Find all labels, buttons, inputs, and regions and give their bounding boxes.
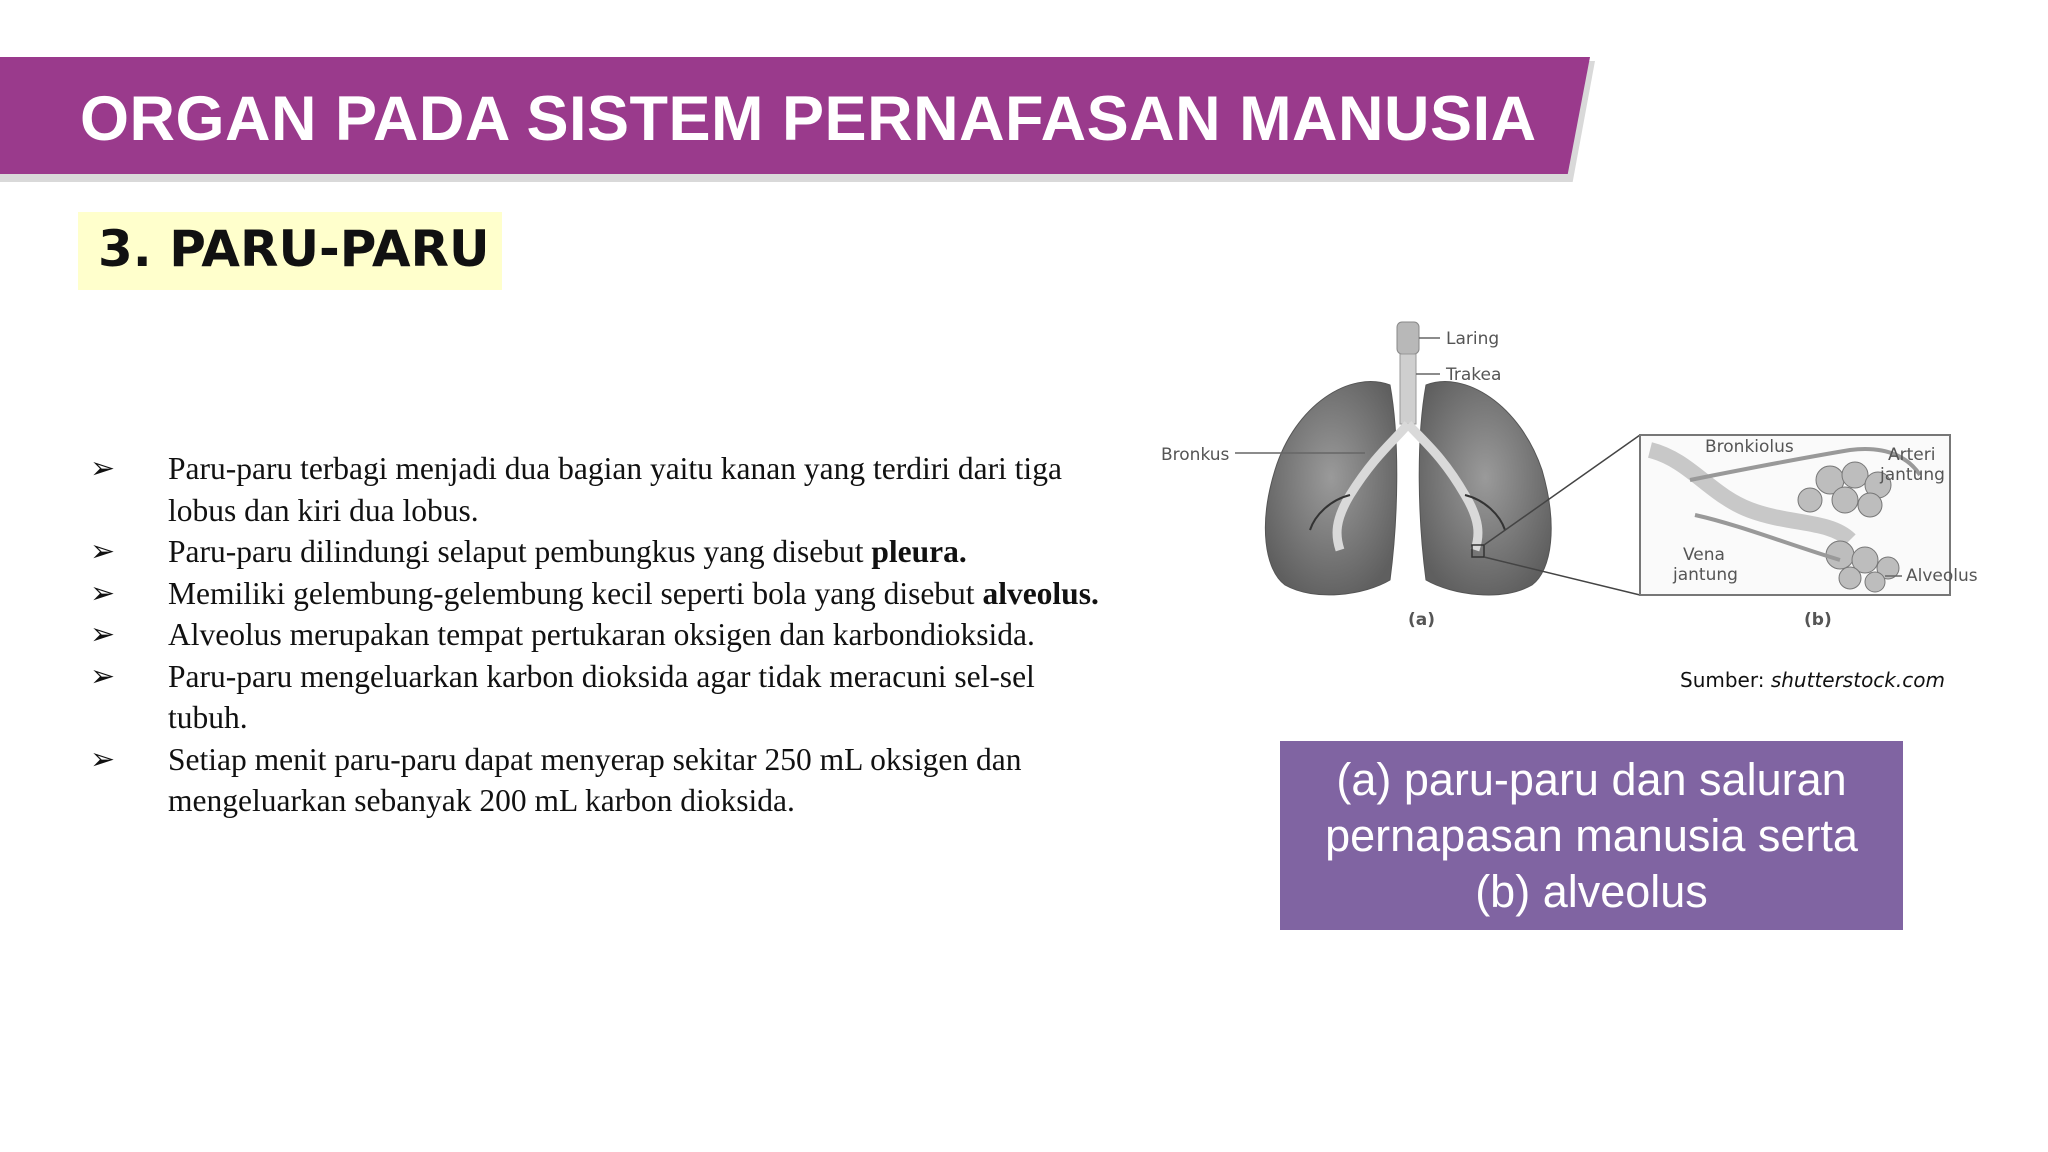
- arrowhead-bullet-icon: ➢: [90, 575, 116, 611]
- label-part-b: (b): [1804, 610, 1832, 630]
- arrowhead-bullet-icon: ➢: [90, 741, 116, 777]
- label-alveolus: Alveolus: [1906, 566, 1978, 586]
- list-item: [88, 656, 1108, 739]
- label-bronkus: Bronkus: [1161, 445, 1230, 465]
- arrowhead-bullet-icon: ➢: [90, 617, 116, 652]
- figure-caption-box: [1280, 741, 1903, 930]
- bullet-text: Setiap menit paru-paru dapat menyerap sekitar 250 mL oksigen dan mengeluarkan sebanyak 200 mL karbon dioksida.: [168, 741, 1022, 818]
- image-source-credit: [1680, 668, 1945, 692]
- bullet-text: Memiliki gelembung-gelembung kecil seperti bola yang disebut: [168, 575, 983, 611]
- label-laring: Laring: [1446, 329, 1500, 349]
- label-vena: Vena: [1683, 545, 1725, 565]
- left-lung-shape: [1419, 382, 1551, 595]
- list-item: [88, 614, 1108, 656]
- source-prefix: Sumber:: [1680, 668, 1771, 692]
- figure-caption: (a) paru-paru dan saluran pernapasan manusia serta (b) alveolus: [1325, 753, 1858, 917]
- arrowhead-bullet-icon: ➢: [90, 658, 116, 694]
- trachea-shape: [1400, 354, 1416, 424]
- label-part-a: (a): [1408, 610, 1436, 630]
- bullet-text: Paru-paru terbagi menjadi dua bagian yaitu kanan yang terdiri dari tiga lobus dan kiri dua lobus.: [168, 451, 1062, 528]
- bullet-text: Alveolus merupakan tempat pertukaran oksigen dan karbondioksida.: [168, 617, 1035, 652]
- bullet-list: [88, 448, 1108, 822]
- arrowhead-bullet-icon: ➢: [90, 534, 116, 569]
- bullet-bold-term: alveolus.: [982, 575, 1099, 611]
- source-site: shutterstock.com: [1770, 668, 1945, 692]
- label-trakea: Trakea: [1446, 365, 1502, 385]
- list-item: [88, 573, 1108, 615]
- lung-diagram: [1150, 310, 1980, 640]
- label-arteri: Arteri: [1888, 445, 1936, 465]
- label-vena-jantung: jantung: [1673, 565, 1738, 585]
- title-banner: [0, 57, 1595, 178]
- arrowhead-bullet-icon: ➢: [90, 451, 116, 486]
- lung-diagram-figure: [1150, 310, 1980, 640]
- bullet-bold-term: pleura.: [871, 534, 967, 569]
- label-arteri-jantung: jantung: [1880, 465, 1945, 485]
- page-title: ORGAN PADA SISTEM PERNAFASAN MANUSIA: [80, 84, 1537, 154]
- list-item: [88, 531, 1108, 573]
- bullet-text: Paru-paru mengeluarkan karbon dioksida agar tidak meracuni sel-sel tubuh.: [168, 658, 1035, 735]
- label-bronkiolus: Bronkiolus: [1705, 437, 1794, 457]
- larynx-shape: [1397, 322, 1419, 354]
- right-lung-shape: [1265, 382, 1396, 595]
- list-item: [88, 739, 1108, 822]
- bullet-text: Paru-paru dilindungi selaput pembungkus yang disebut: [168, 534, 872, 569]
- section-title: 3. PARU-PARU: [98, 220, 490, 278]
- list-item: [88, 448, 1108, 531]
- section-heading-box: [78, 212, 502, 290]
